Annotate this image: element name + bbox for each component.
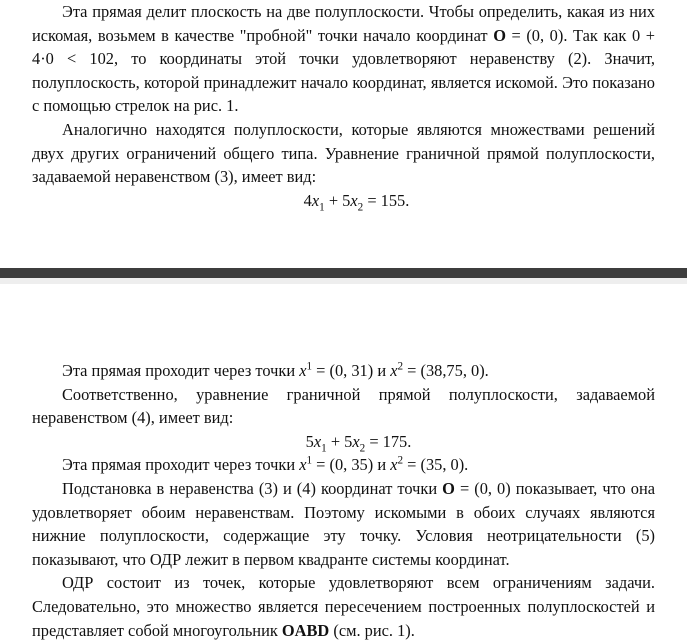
text-run: = (38,75, 0).	[403, 361, 489, 380]
formula-rhs: = 155.	[363, 190, 410, 210]
text-run: = (0, 0) показывает, что она удовлетворяет обоим неравенствам. Поэтому искомыми в обоих случаях являются нижние полуплоскости, содержащие эту точку. Условия неотрицательности (5) показывают, что ОДР лежит в первом квадранте системы координат.	[32, 478, 656, 569]
formula-boundary-4	[32, 430, 655, 454]
formula-subscript: 1	[321, 442, 327, 455]
formula-var: x	[390, 361, 398, 380]
polygon-label: OABD	[281, 620, 330, 640]
formula-var: x	[350, 190, 358, 210]
text-run: Подстановка в неравенства (3) и (4) координат точки	[62, 478, 443, 498]
text-run: = (0, 0). Так как 0 + 4·0 < 102, то координаты этой точки удовлетворяют неравенству (2). Значит, полуплоскость, которой принадлежит начало координат, является искомой. Это показано с помощью стрелок на рис. 1.	[32, 25, 655, 116]
paragraph-substitution	[32, 477, 655, 571]
formula-subscript: 2	[357, 201, 364, 214]
formula-subscript: 2	[359, 442, 366, 455]
text-run: = (35, 0).	[403, 455, 469, 475]
formula-op: + 5	[324, 190, 351, 210]
text-run: = (0, 31) и	[312, 361, 391, 380]
text-run: = (0, 35) и	[312, 455, 391, 475]
formula-var: x	[299, 455, 307, 475]
text-run: Эта прямая делит плоскость на две полуплоскости. Чтобы определить, какая из них искомая, возьмем в качестве "пробной" точки начало координат	[32, 2, 655, 45]
page-divider-shadow	[0, 278, 687, 284]
formula-superscript: 2	[397, 454, 404, 467]
formula-var: x	[311, 190, 320, 210]
formula-superscript: 2	[397, 360, 404, 373]
formula-coef: 5	[305, 431, 314, 451]
text-block-bottom	[32, 359, 655, 642]
page-divider	[0, 268, 687, 278]
text-run: ОДР состоит из точек, которые удовлетворяют всем ограничениям задачи. Следовательно, это множество является пересечением построенных полуплоскостей и представляет собой многоугольник	[32, 573, 655, 640]
paragraph-points-line4	[32, 453, 655, 477]
text-run: Эта прямая проходит через точки	[62, 455, 300, 475]
formula-var: x	[299, 361, 307, 380]
paragraph-points-line3	[32, 359, 655, 383]
text-block-top	[32, 0, 655, 212]
formula-op: + 5	[326, 431, 353, 451]
text-run: Эта прямая проходит через точки	[62, 361, 300, 380]
point-o-label: O	[442, 478, 455, 498]
text-run: (см. рис. 1).	[329, 620, 415, 640]
paragraph-test-point	[32, 0, 655, 118]
formula-superscript: 1	[306, 454, 313, 467]
formula-rhs: = 175.	[365, 431, 412, 451]
formula-coef: 4	[303, 190, 312, 210]
paragraph-boundary-4: Соответственно, уравнение граничной прямой полуплоскости, задаваемой неравенством (4), имеет вид:	[32, 384, 655, 428]
paragraph-feasible-region	[32, 571, 655, 642]
formula-subscript: 1	[319, 201, 325, 214]
formula-superscript: 1	[306, 360, 313, 373]
point-o-label: O	[493, 25, 506, 45]
formula-var: x	[352, 431, 360, 451]
formula-boundary-3	[32, 189, 655, 213]
paragraph-analogous: Аналогично находятся полуплоскости, которые являются множествами решений двух других ограничений общего типа. Уравнение граничной прямой полуплоскости, задаваемой неравенством (3), имеет вид:	[32, 119, 655, 187]
formula-var: x	[390, 455, 398, 475]
formula-var: x	[313, 431, 322, 451]
